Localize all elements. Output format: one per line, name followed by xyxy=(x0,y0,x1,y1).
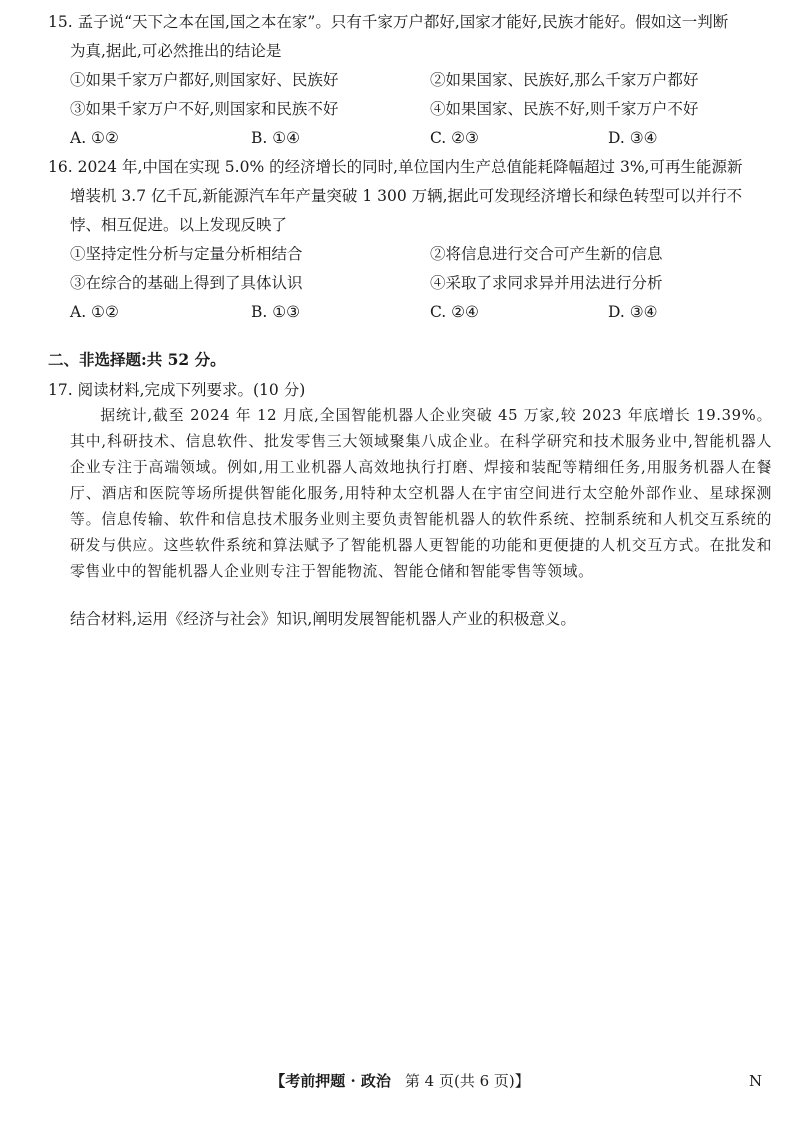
q15-option-4: ④如果国家、民族不好,则千家万户不好 xyxy=(430,100,699,118)
q15-option-3: ③如果千家万户不好,则国家和民族不好 xyxy=(70,100,339,118)
page-footer xyxy=(0,1071,800,1091)
q16-option-3: ③在综合的基础上得到了具体认识 xyxy=(70,274,303,292)
section-2-title: 二、非选择题:共 52 分。 xyxy=(48,350,226,369)
footer-page-number: 第 4 页(共 6 页)】 xyxy=(404,1072,530,1090)
q16-option-4: ④采取了求同求异并用法进行分析 xyxy=(430,274,663,292)
footer-title: 【考前押题 · 政治 xyxy=(270,1072,391,1090)
q17-material-text: 据统计,截至 2024 年 12 月底,全国智能机器人企业突破 45 万家,较 2023 年底增长 19.39%。其中,科研技术、信息软件、批发零售三大领域聚集八成企业。在科学研究和技术服务业中,智能机器人企业专注于高端领域。例如,用工业机器人高效地执行打磨、焊接和装配等精细任务,用服务机器人在餐厅、酒店和医院等场所提供智能化服务,用特种太空机器人在宇宙空间进行太空舱外部作业、星球探测等。信息传输、软件和信息技术服务业则主要负责智能机器人的软件系统、控制系统和人机交互系统的研发与供应。这些软件系统和算法赋予了智能机器人更智能的功能和更便捷的人机交互方式。在批发和零售业中的智能机器人企业则专注于智能物流、智能仓储和智能零售等领域。 xyxy=(70,407,772,580)
q16-stem-line1: 16. 2024 年,中国在实现 5.0% 的经济增长的同时,单位国内生产总值能耗降幅超过 3%,可再生能源新 xyxy=(48,158,743,176)
q15-choice-b[interactable]: B. ①④ xyxy=(251,129,301,147)
q15-option-1: ①如果千家万户都好,则国家好、民族好 xyxy=(70,71,339,89)
q15-stem-line1: 15. 孟子说“天下之本在国,国之本在家”。只有千家万户都好,国家才能好,民族才能好。假如这一判断 xyxy=(48,13,729,31)
q17-stem: 17. 阅读材料,完成下列要求。(10 分) xyxy=(48,381,306,399)
q16-choice-d[interactable]: D. ③④ xyxy=(608,303,658,321)
q17-requirement: 结合材料,运用《经济与社会》知识,阐明发展智能机器人产业的积极意义。 xyxy=(70,610,576,628)
q16-choice-c[interactable]: C. ②④ xyxy=(430,303,479,321)
q16-choice-a[interactable]: A. ①② xyxy=(70,303,119,321)
q16-stem-line3: 悖、相互促进。以上发现反映了 xyxy=(70,216,288,234)
q16-option-2: ②将信息进行交合可产生新的信息 xyxy=(430,245,663,263)
q15-option-2: ②如果国家、民族好,那么千家万户都好 xyxy=(430,71,699,89)
q15-choice-d[interactable]: D. ③④ xyxy=(608,129,658,147)
footer-version-code: N xyxy=(749,1072,763,1090)
q16-choice-b[interactable]: B. ①③ xyxy=(251,303,301,321)
q15-choice-c[interactable]: C. ②③ xyxy=(430,129,479,147)
q16-stem-line2: 增装机 3.7 亿千瓦,新能源汽车年产量突破 1 300 万辆,据此可发现经济增长和绿色转型可以并行不 xyxy=(70,187,743,205)
q16-option-1: ①坚持定性分析与定量分析相结合 xyxy=(70,245,303,263)
q17-material xyxy=(70,403,772,585)
q15-choice-a[interactable]: A. ①② xyxy=(70,129,119,147)
q15-stem-line2: 为真,据此,可必然推出的结论是 xyxy=(70,42,282,60)
